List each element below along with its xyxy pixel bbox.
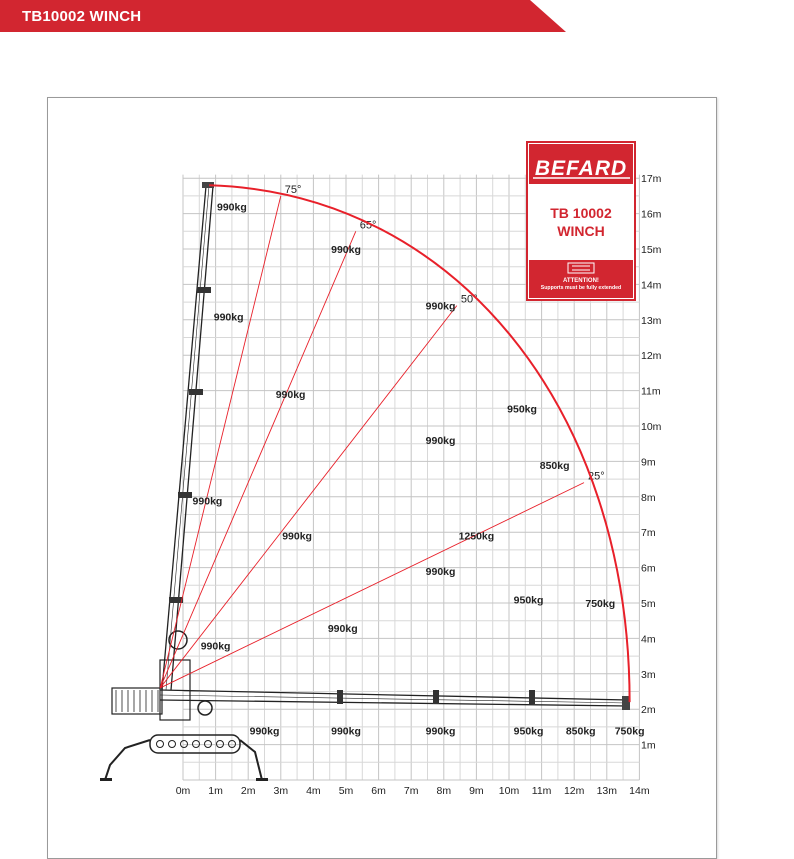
angle-line xyxy=(160,231,356,688)
boom-section-joint xyxy=(529,690,535,704)
model-variant: WINCH xyxy=(557,223,605,239)
x-axis-ticks xyxy=(176,785,650,797)
load-label: 990kg xyxy=(217,201,247,214)
x-tick-label: 3m xyxy=(273,785,289,797)
load-label: 990kg xyxy=(327,622,358,635)
x-tick-label: 1m xyxy=(208,785,223,797)
outrigger-foot xyxy=(100,778,112,781)
y-tick-label: 12m xyxy=(641,350,662,363)
y-tick-label: 3m xyxy=(641,668,656,681)
load-label: 990kg xyxy=(425,566,456,579)
angle-label: 25° xyxy=(587,470,605,483)
load-label: 990kg xyxy=(192,495,223,508)
load-label: 990kg xyxy=(200,640,231,653)
y-tick-label: 4m xyxy=(641,633,656,646)
angle-label: 50° xyxy=(460,293,478,306)
load-label: 750kg xyxy=(585,598,616,610)
vertical-boom xyxy=(166,186,209,690)
x-tick-label: 12m xyxy=(563,785,585,797)
track-roller xyxy=(217,741,224,748)
angle-line xyxy=(160,196,281,688)
outrigger-foot xyxy=(256,778,268,781)
load-label: 950kg xyxy=(507,403,537,416)
x-tick-label: 2m xyxy=(240,785,256,797)
track-roller xyxy=(157,741,164,748)
brand-logo: BEFARD xyxy=(534,157,628,180)
load-label: 850kg xyxy=(565,725,596,738)
x-tick-label: 11m xyxy=(531,785,552,797)
y-tick-label: 2m xyxy=(641,704,656,717)
track-roller xyxy=(193,741,200,748)
x-tick-label: 4m xyxy=(306,785,321,797)
page-title: TB10002 WINCH xyxy=(22,8,142,25)
x-tick-label: 5m xyxy=(338,785,354,797)
y-tick-label: 9m xyxy=(641,456,656,469)
y-axis-ticks xyxy=(641,173,662,751)
angle-label: 65° xyxy=(359,219,377,232)
load-label: 850kg xyxy=(539,459,570,472)
befard-logo-panel xyxy=(527,142,635,300)
x-tick-label: 8m xyxy=(436,785,452,797)
load-label: 990kg xyxy=(425,435,456,448)
pulley xyxy=(198,701,212,715)
y-tick-label: 13m xyxy=(641,314,662,327)
load-label: 990kg xyxy=(213,311,244,324)
load-label: 750kg xyxy=(614,725,645,738)
counterweight xyxy=(112,688,162,714)
x-tick-label: 13m xyxy=(596,785,618,797)
angle-label: 75° xyxy=(284,183,302,196)
model-name: TB 10002 xyxy=(550,205,612,221)
y-tick-label: 11m xyxy=(641,385,661,398)
load-label: 990kg xyxy=(331,244,361,256)
load-label: 950kg xyxy=(513,594,544,607)
y-tick-label: 5m xyxy=(641,598,656,610)
x-tick-label: 6m xyxy=(371,785,386,797)
y-tick-label: 17m xyxy=(641,173,662,186)
load-label: 990kg xyxy=(249,725,280,738)
y-tick-label: 10m xyxy=(641,421,662,433)
track-roller xyxy=(181,741,188,748)
outrigger-left xyxy=(105,740,150,780)
track-roller xyxy=(169,741,176,748)
x-tick-label: 14m xyxy=(629,785,650,797)
boom-section-joint xyxy=(178,492,192,498)
y-tick-label: 7m xyxy=(641,527,656,540)
x-tick-label: 0m xyxy=(175,785,191,797)
track-roller xyxy=(205,741,212,748)
warning-title: ATTENTION! xyxy=(563,278,599,284)
boom-section-joint xyxy=(189,389,203,395)
load-label: 990kg xyxy=(425,300,456,313)
y-tick-label: 6m xyxy=(641,562,656,575)
load-label: 990kg xyxy=(275,389,306,402)
x-tick-label: 7m xyxy=(403,785,419,797)
load-label: 1250kg xyxy=(458,530,495,543)
y-tick-label: 16m xyxy=(641,208,662,221)
load-label: 950kg xyxy=(513,725,544,738)
x-tick-label: 10m xyxy=(498,785,520,797)
y-tick-label: 14m xyxy=(641,279,662,292)
boom-section-joint xyxy=(433,690,439,704)
outrigger-right xyxy=(240,740,262,780)
y-tick-label: 15m xyxy=(641,244,662,256)
boom-section-joint xyxy=(337,690,343,704)
load-label: 990kg xyxy=(331,725,361,738)
load-label: 990kg xyxy=(425,725,456,738)
boom-section-joint xyxy=(197,287,211,293)
load-label: 990kg xyxy=(282,530,312,543)
warning-text: Supports must be fully extended xyxy=(540,285,622,291)
y-tick-label: 1m xyxy=(641,739,656,752)
y-tick-label: 8m xyxy=(641,491,656,504)
x-tick-label: 9m xyxy=(469,785,484,797)
